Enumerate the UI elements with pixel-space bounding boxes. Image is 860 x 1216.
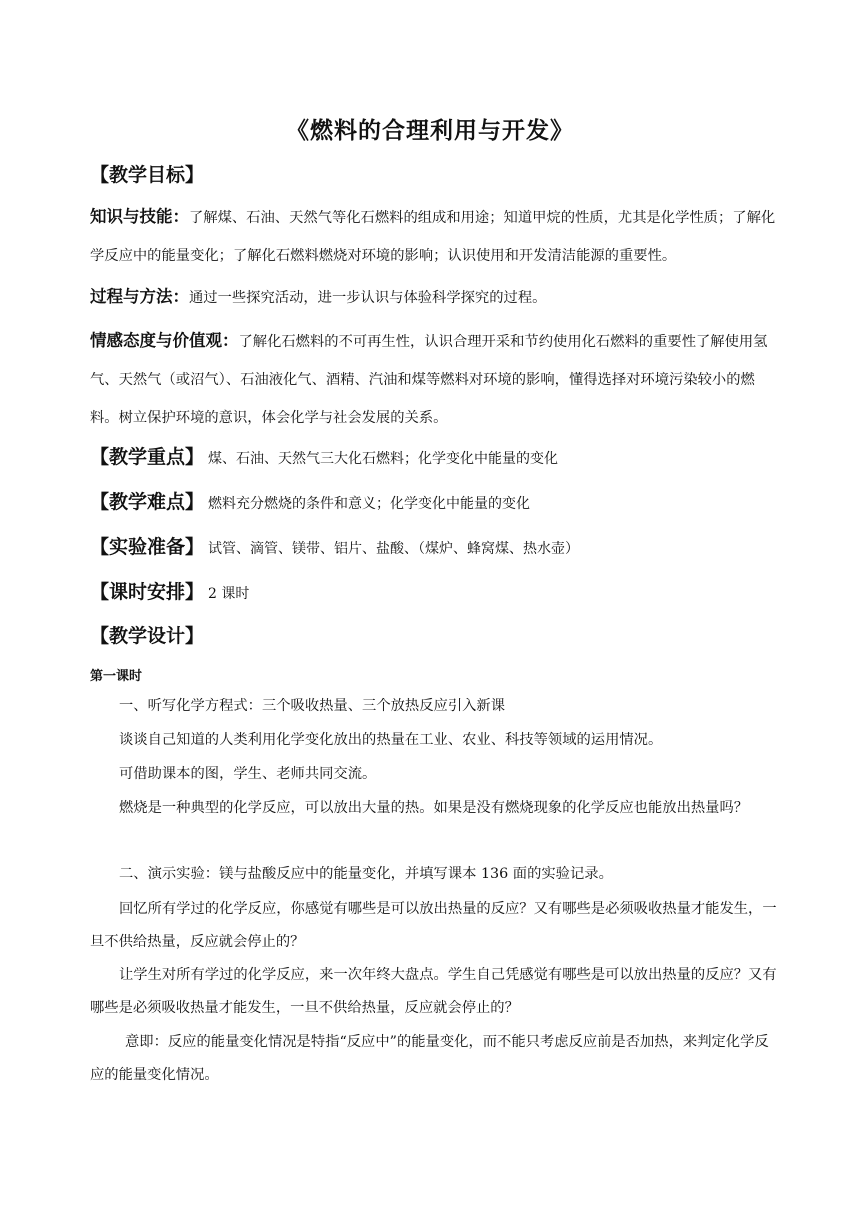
section-heading-objectives: 【教学目标】 [90, 164, 205, 186]
key-points-label: 【教学重点】 [90, 446, 205, 468]
attitude-values-paragraph [90, 322, 780, 437]
lesson-paragraph: 可借助课本的图，学生、老师共同交流。 [119, 766, 377, 782]
process-method-text: 通过一些探究活动，进一步认识与体验科学探究的过程。 [189, 290, 547, 306]
lesson-paragraph: 意即：反应的能量变化情况是特指“反应中”的能量变化，而不能只考虑反应前是否加热，来判定化学反应的能量变化情况。 [90, 1034, 769, 1083]
knowledge-skills-text: 了解煤、石油、天然气等化石燃料的组成和用途；知道甲烷的性质，尤其是化学性质；了解化学反应中的能量变化；了解化石燃料燃烧对环境的影响；认识使用和开发清洁能源的重要性。 [90, 210, 776, 264]
section-key-points [90, 442, 558, 469]
knowledge-skills-paragraph [90, 198, 780, 275]
lesson-paragraph: 燃烧是一种典型的化学反应，可以放出大量的热。如果是没有燃烧现象的化学反应也能放出热量吗？ [119, 800, 749, 816]
section-schedule [90, 577, 249, 604]
difficulties-label: 【教学难点】 [90, 491, 205, 513]
section-preparation [90, 532, 579, 559]
difficulties-text: 燃料充分燃烧的条件和意义；化学变化中能量的变化 [208, 496, 531, 512]
lesson-paragraph: 让学生对所有学过的化学反应，来一次年终大盘点。学生自己凭感觉有哪些是可以放出热量的反应？又有哪些是必须吸收热量才能发生，一旦不供给热量，反应就会停止的？ [90, 967, 777, 1016]
schedule-label: 【课时安排】 [90, 581, 205, 603]
process-method-paragraph [90, 278, 780, 317]
section-heading-design: 【教学设计】 [90, 625, 205, 647]
key-points-text: 煤、石油、天然气三大化石燃料；化学变化中能量的变化 [208, 451, 559, 467]
attitude-values-label: 情感态度与价值观： [90, 331, 239, 350]
schedule-text: 2 课时 [208, 586, 250, 602]
lesson-paragraph: 一、听写化学方程式：三个吸收热量、三个放热反应引入新课 [119, 698, 506, 714]
process-method-label: 过程与方法： [90, 287, 189, 306]
lesson-paragraph: 回忆所有学过的化学反应，你感觉有哪些是可以放出热量的反应？又有哪些是必须吸收热量才能发生，一旦不供给热量，反应就会停止的？ [90, 901, 777, 950]
preparation-text: 试管、滴管、镁带、铝片、盐酸、（煤炉、蜂窝煤、热水壶） [208, 541, 580, 557]
lesson-one-heading: 第一课时 [90, 669, 143, 684]
document-title: 《燃料的合理利用与开发》 [286, 118, 574, 144]
preparation-label: 【实验准备】 [90, 536, 205, 558]
knowledge-skills-label: 知识与技能： [90, 207, 189, 226]
lesson-paragraph: 二、演示实验：镁与盐酸反应中的能量变化，并填写课本 136 面的实验记录。 [119, 866, 613, 882]
attitude-values-text: 了解化石燃料的不可再生性，认识合理开采和节约使用化石燃料的重要性了解使用氢气、天然气（或沼气）、石油液化气、酒精、汽油和煤等燃料对环境的影响，懂得选择对环境污染较小的燃料。树立保护环境的意识，体会化学与社会发展的关系。 [90, 334, 768, 426]
lesson-paragraph: 谈谈自己知道的人类利用化学变化放出的热量在工业、农业、科技等领域的运用情况。 [119, 732, 663, 748]
section-difficulties [90, 487, 530, 514]
